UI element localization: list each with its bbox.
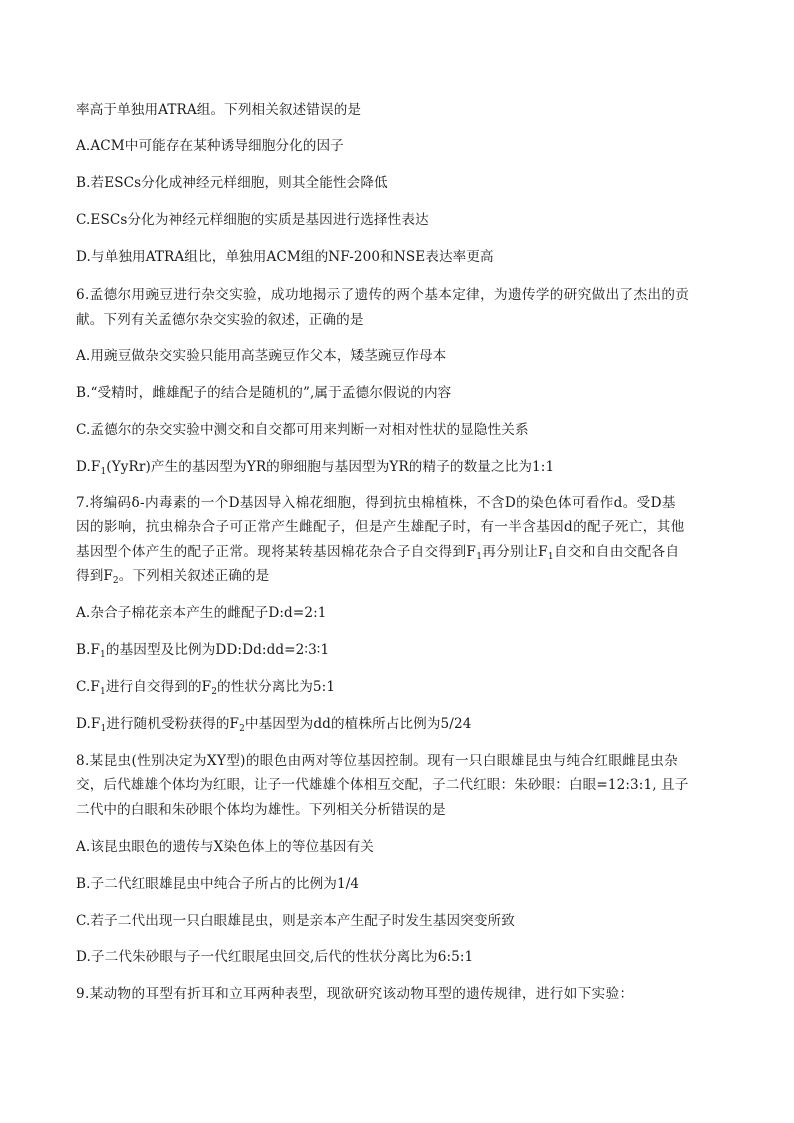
q5-option-c: C.ESCs分化为神经元样细胞的实质是基因进行选择性表达 bbox=[76, 212, 429, 228]
q5-option-a: A.ACM中可能存在某种诱导细胞分化的因子 bbox=[76, 138, 344, 154]
q5-stem-end: 率高于单独用ATRA组。下列相关叙述错误的是 bbox=[76, 102, 362, 118]
q6-option-d: $D.F_1(YyRr)$产生的基因型为YR的卵细胞与基因型为YR的精子的数量之比为1:1 bbox=[76, 459, 555, 477]
q7-option-c: $C.F_1$进行自交得到的$F_2$的性状分离比为5:1 bbox=[76, 679, 336, 697]
q7-stem-line-4: 得到$F_2$。下列相关叙述正确的是 bbox=[76, 568, 270, 586]
q8-option-b: B.子二代红眼雄昆虫中纯合子所占的比例为1/4 bbox=[76, 876, 360, 892]
q5-option-b: B.若ESCs分化成神经元样细胞，则其全能性会降低 bbox=[76, 175, 388, 191]
q6-option-c: C.孟德尔的杂交实验中测交和自交都可用来判断一对相对性状的显隐性关系 bbox=[76, 422, 529, 438]
q7-stem-line-3: 基因型个体产生的配子正常。现将某转基因棉花杂合子自交得到$F_1$再分别让$F_1$自交和自由交配各自 bbox=[76, 544, 680, 562]
q8-option-c: C.若子二代出现一只白眼雄昆虫，则是亲本产生配子时发生基因突变所致 bbox=[76, 913, 515, 929]
q5-option-d: D.与单独用ATRA组比，单独用ACM组的NF-200和NSE表达率更高 bbox=[76, 249, 494, 265]
q8-stem-line-2: 交，后代雄雄个体均为红眼，让子一代雄雄个体相互交配，子二代红眼：朱砂眼：白眼=12:3:1, 且子 bbox=[76, 777, 689, 793]
q7-stem-line-2: 因的影响，抗虫棉杂合子可正常产生雌配子，但是产生雄配子时，有一半含基因d的配子死亡，其他 bbox=[76, 519, 685, 535]
q7-stem-line-1: 7.将编码δ-内毒素的一个D基因导入棉花细胞，得到抗虫棉植株，不含D的染色体可看作d。受D基 bbox=[76, 495, 676, 511]
q6-stem-line-1: 6.孟德尔用豌豆进行杂交实验，成功地揭示了遗传的两个基本定律，为遗传学的研究做出了杰出的贡 bbox=[76, 287, 690, 303]
q7-option-a: A.杂合子棉花亲本产生的雌配子D:d=2:1 bbox=[76, 605, 327, 621]
q8-option-a: A.该昆虫眼色的遗传与X染色体上的等位基因有关 bbox=[76, 839, 374, 855]
q7-option-b: $B.F_1$的基因型及比例为DD:Dd:dd=2∶3∶1 bbox=[76, 642, 330, 660]
q6-stem-line-2: 献。下列有关孟德尔杂交实验的叙述，正确的是 bbox=[76, 312, 364, 328]
q8-option-d: D.子二代朱砂眼与子一代红眼尾虫回交,后代的性状分离比为6:5:1 bbox=[76, 949, 474, 965]
q6-option-a: A.用豌豆做杂交实验只能用高茎豌豆作父本，矮茎豌豆作母本 bbox=[76, 348, 447, 364]
q8-stem-line-3: 二代中的白眼和朱砂眼个体均为雄性。下列相关分析错误的是 bbox=[76, 802, 446, 818]
q7-option-d: $D.F_1$进行随机受粉获得的$F_2$中基因型为dd的植株所占比例为5/24 bbox=[76, 716, 472, 734]
q9-stem: 9.某动物的耳型有折耳和立耳两种表型，现欲研究该动物耳型的遗传规律，进行如下实验： bbox=[76, 986, 634, 1002]
q6-option-b: B.“受精时，雌雄配子的结合是随机的”,属于孟德尔假说的内容 bbox=[76, 385, 452, 401]
q8-stem-line-1: 8.某昆虫(性别决定为XY型)的眼色由两对等位基因控制。现有一只白眼雄昆虫与纯合红眼雌昆虫杂 bbox=[76, 753, 679, 769]
